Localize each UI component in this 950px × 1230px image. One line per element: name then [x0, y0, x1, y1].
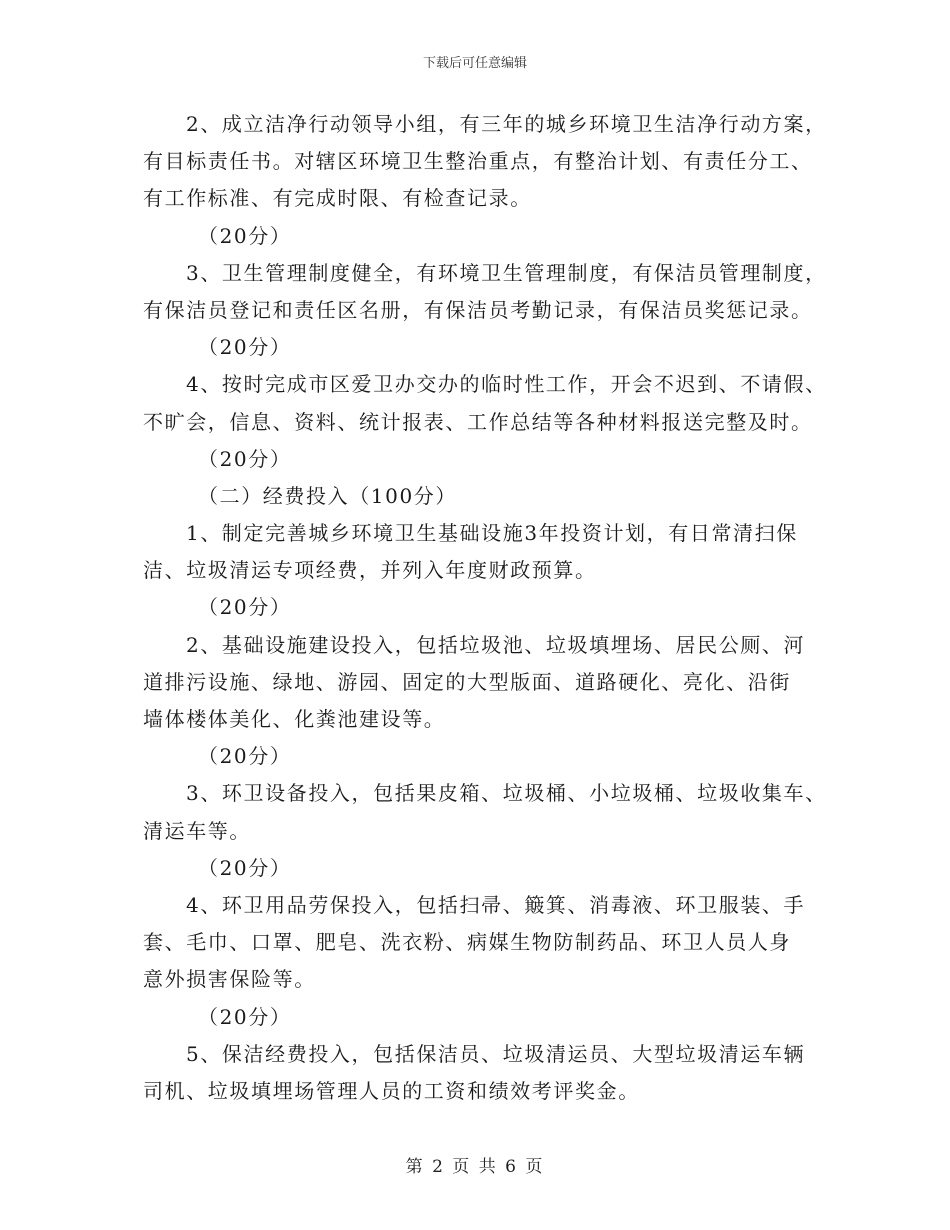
paragraph-line: 墙体楼体美化、化粪池建设等。	[143, 707, 446, 731]
paragraph-line: 5、保洁经费投入，包括保洁员、垃圾清运员、大型垃圾清运车辆	[186, 1041, 806, 1066]
paragraph-line: 道排污设施、绿地、游园、固定的大型版面、道路硬化、亮化、沿街	[143, 669, 791, 694]
page-number-footer: 第 2 页 共 6 页	[405, 1157, 545, 1177]
score-line: （20分）	[198, 1004, 292, 1029]
paragraph-line: 3、卫生管理制度健全，有环境卫生管理制度，有保洁员管理制度，	[186, 260, 827, 285]
score-line: （20分）	[198, 446, 292, 471]
score-line: （20分）	[198, 595, 292, 620]
paragraph-line: 2、基础设施建设投入，包括垃圾池、垃圾填埋场、居民公厕、河	[186, 632, 806, 657]
paragraph-line: 套、毛巾、口罩、肥皂、洗衣粉、病媒生物防制药品、环卫人员人身	[143, 930, 791, 955]
paragraph-line: 意外损害保险等。	[143, 967, 316, 992]
paragraph-line: 有工作标准、有完成时限、有检查记录。	[143, 186, 532, 211]
paragraph-line: 洁、垃圾清运专项经费，并列入年度财政预算。	[143, 558, 597, 583]
score-line: （20分）	[198, 223, 292, 248]
paragraph-line: 司机、垃圾填埋场管理人员的工资和绩效考评奖金。	[143, 1078, 640, 1103]
page-header: 下载后可任意编辑	[422, 56, 527, 71]
score-line: （20分）	[198, 335, 292, 360]
section-heading: （二）经费投入（100分）	[198, 483, 457, 508]
paragraph-line: 1、制定完善城乡环境卫生基础设施3年投资计划，有日常清扫保	[186, 521, 798, 546]
score-line: （20分）	[198, 855, 292, 880]
paragraph-line: 2、成立洁净行动领导小组，有三年的城乡环境卫生洁净行动方案，	[186, 112, 827, 136]
paragraph-line: 不旷会，信息、资料、统计报表、工作总结等各种材料报送完整及时。	[143, 409, 813, 434]
paragraph-line: 有保洁员登记和责任区名册，有保洁员考勤记录，有保洁员奖惩记录。	[143, 297, 813, 322]
paragraph-line: 有目标责任书。对辖区环境卫生整治重点，有整治计划、有责任分工、	[143, 149, 813, 174]
score-line: （20分）	[198, 744, 292, 769]
document-body	[143, 106, 827, 1110]
paragraph-line: 4、按时完成市区爱卫办交办的临时性工作，开会不迟到、不请假、	[186, 372, 827, 397]
paragraph-line: 4、环卫用品劳保投入，包括扫帚、簸箕、消毒液、环卫服装、手	[186, 892, 806, 917]
paragraph-line: 清运车等。	[143, 818, 251, 843]
paragraph-line: 3、环卫设备投入，包括果皮箱、垃圾桶、小垃圾桶、垃圾收集车、	[186, 781, 827, 806]
